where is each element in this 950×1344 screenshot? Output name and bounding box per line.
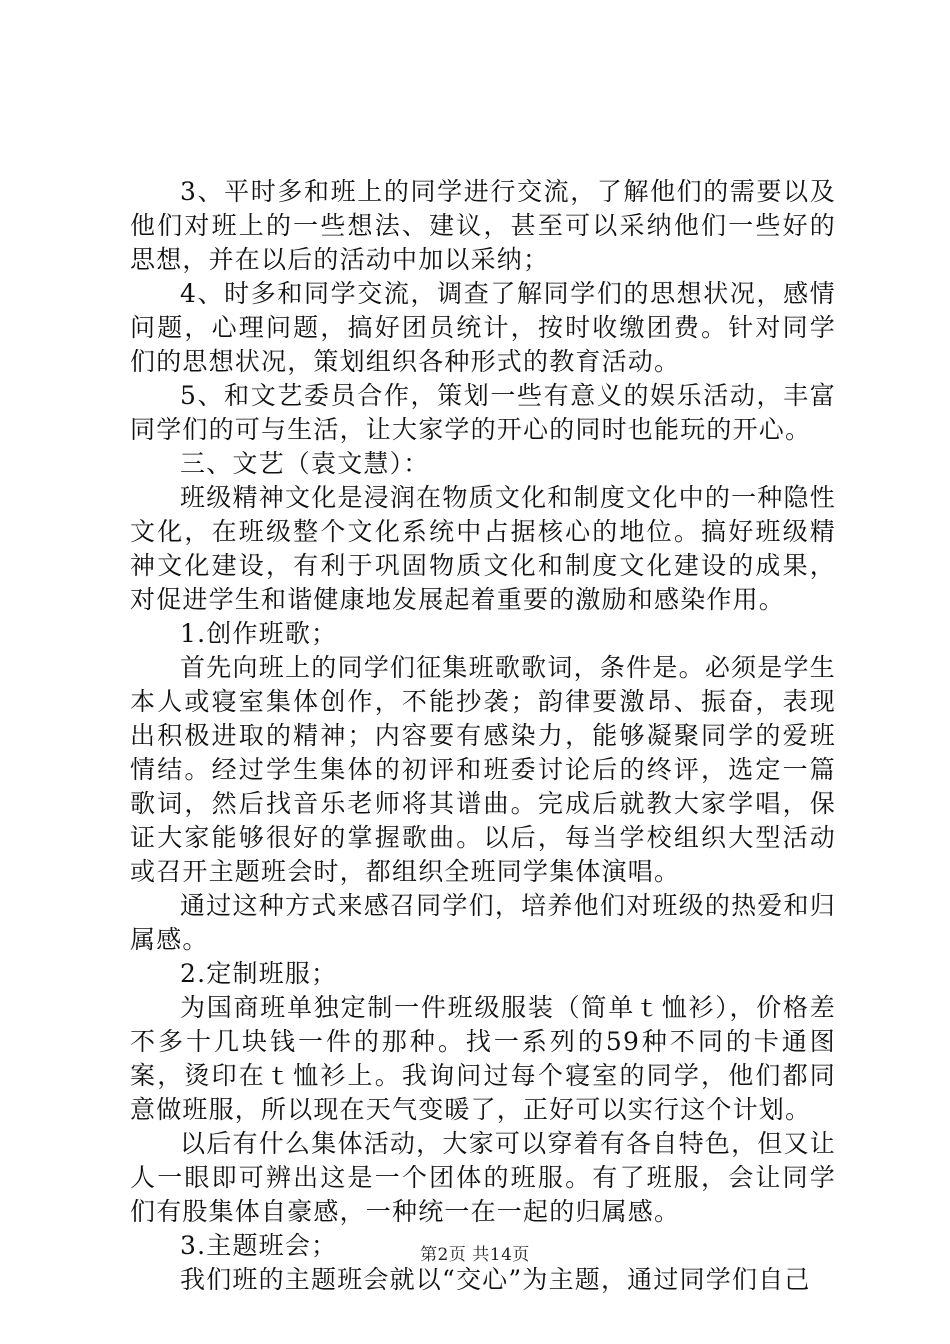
paragraph: 班级精神文化是浸润在物质文化和制度文化中的一种隐性文化，在班级整个文化系统中占据核心的地位。搞好班级精神文化建设，有利于巩固物质文化和制度文化建设的成果，对促进学生和谐健康地发展起着重要的激励和感染作用。 (130, 483, 836, 614)
subsection-heading: 2.定制班服； (180, 959, 338, 988)
paragraph: 以后有什么集体活动，大家可以穿着有各自特色，但又让人一眼即可辨出这是一个团体的班服。有了班服，会让同学们有股集体自豪感，一种统一在一起的归属感。 (130, 1129, 836, 1226)
subsection-heading: 1.创作班歌； (180, 619, 338, 648)
paragraph: 5、和文艺委员合作，策划一些有意义的娱乐活动，丰富同学们的可与生活，让大家学的开心的同时也能玩的开心。 (130, 381, 836, 444)
subsection-heading: 3.主题班会； (180, 1231, 338, 1260)
document-body (130, 175, 836, 1297)
paragraph: 3、平时多和班上的同学进行交流，了解他们的需要以及他们对班上的一些想法、建议，甚至可以采纳他们一些好的思想，并在以后的活动中加以采纳； (130, 177, 836, 274)
paragraph: 通过这种方式来感召同学们，培养他们对班级的热爱和归属感。 (130, 891, 836, 954)
page-footer: 第2页 共14页 (420, 1245, 530, 1265)
paragraph: 首先向班上的同学们征集班歌歌词，条件是。必须是学生本人或寝室集体创作，不能抄袭；韵律要激昂、振奋，表现出积极进取的精神；内容要有感染力，能够凝聚同学的爱班情结。经过学生集体的初评和班委讨论后的终评，选定一篇歌词，然后找音乐老师将其谱曲。完成后就教大家学唱，保证大家能够很好的掌握歌曲。以后，每当学校组织大型活动或召开主题班会时，都组织全班同学集体演唱。 (130, 653, 836, 886)
section-heading: 三、文艺（袁文慧）： (180, 449, 430, 478)
paragraph: 我们班的主题班会就以“交心”为主题，通过同学们自己 (180, 1265, 811, 1294)
paragraph: 为国商班单独定制一件班级服装（简单ｔ恤衫），价格差不多十几块钱一件的那种。找一系列的59种不同的卡通图案，烫印在ｔ恤衫上。我询问过每个寝室的同学，他们都同意做班服，所以现在天气变暖了，正好可以实行这个计划。 (130, 993, 836, 1124)
paragraph: 4、时多和同学交流，调查了解同学们的思想状况，感情问题，心理问题，搞好团员统计，按时收缴团费。针对同学们的思想状况，策划组织各种形式的教育活动。 (130, 279, 836, 376)
